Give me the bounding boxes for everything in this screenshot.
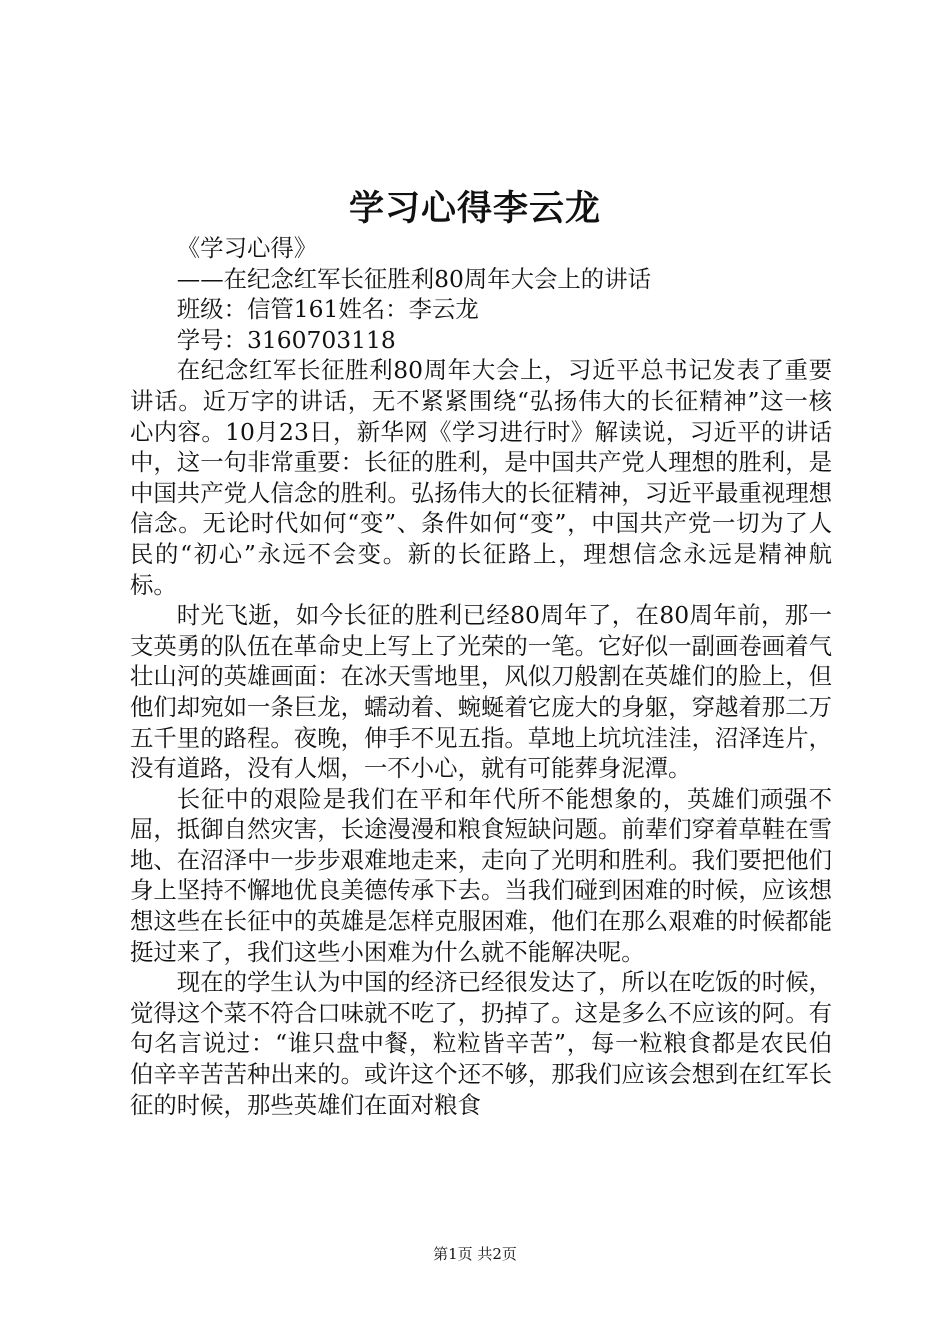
paragraph: 在纪念红军长征胜利80周年大会上，习近平总书记发表了重要讲话。近万字的讲话，无不紧紧围绕“弘扬伟大的长征精神”这一核心内容。10月23日，新华网《学习进行时》解读说，习近平的讲话中，这一句非常重要：长征的胜利，是中国共产党人理想的胜利，是中国共产党人信念的胜利。弘扬伟大的长征精神，习近平最重视理想信念。无论时代如何“变”、条件如何“变”，中国共产党一切为了人民的“初心”永远不会变。新的长征路上，理想信念永远是精神航标。: [130, 356, 832, 599]
paragraph: 长征中的艰险是我们在平和年代所不能想象的，英雄们顽强不屈，抵御自然灾害，长途漫漫和粮食短缺问题。前辈们穿着草鞋在雪地、在沼泽中一步步艰难地走来，走向了光明和胜利。我们要把他们身上坚持不懈地优良美德传承下去。当我们碰到困难的时候，应该想想这些在长征中的英雄是怎样克服困难，他们在那么艰难的时候都能挺过来了，我们这些小困难为什么就不能解决呢。: [130, 784, 832, 966]
paragraph: 现在的学生认为中国的经济已经很发达了，所以在吃饭的时候，觉得这个菜不符合口味就不吃了，扔掉了。这是多么不应该的阿。有句名言说过：“谁只盘中餐，粒粒皆辛苦”，每一粒粮食都是农民伯伯辛辛苦苦种出来的。或许这个还不够，那我们应该会想到在红军长征的时候，那些英雄们在面对粮食: [130, 968, 832, 1119]
student-id-line: 学号：3160703118: [176, 325, 396, 354]
page-footer: 第1页 共2页: [433, 1245, 517, 1263]
speech-subtitle-line: ——在纪念红军长征胜利80周年大会上的讲话: [176, 264, 651, 293]
book-title-line: 《学习心得》: [176, 234, 318, 262]
document-body: [130, 233, 832, 1120]
paragraph: 时光飞逝，如今长征的胜利已经80周年了，在80周年前，那一支英勇的队伍在革命史上写上了光荣的一笔。它好似一副画卷画着气壮山河的英雄画面：在冰天雪地里，风似刀般割在英雄们的脸上，但他们却宛如一条巨龙，蠕动着、蜿蜒着它庞大的身躯，穿越着那二万五千里的路程。夜晚，伸手不见五指。草地上坑坑洼洼，沼泽连片，没有道路，没有人烟，一不小心，就有可能葬身泥潭。: [130, 601, 832, 783]
document-title: 学习心得李云龙: [348, 188, 601, 229]
class-name-line: 班级：信管161姓名：李云龙: [176, 295, 479, 324]
